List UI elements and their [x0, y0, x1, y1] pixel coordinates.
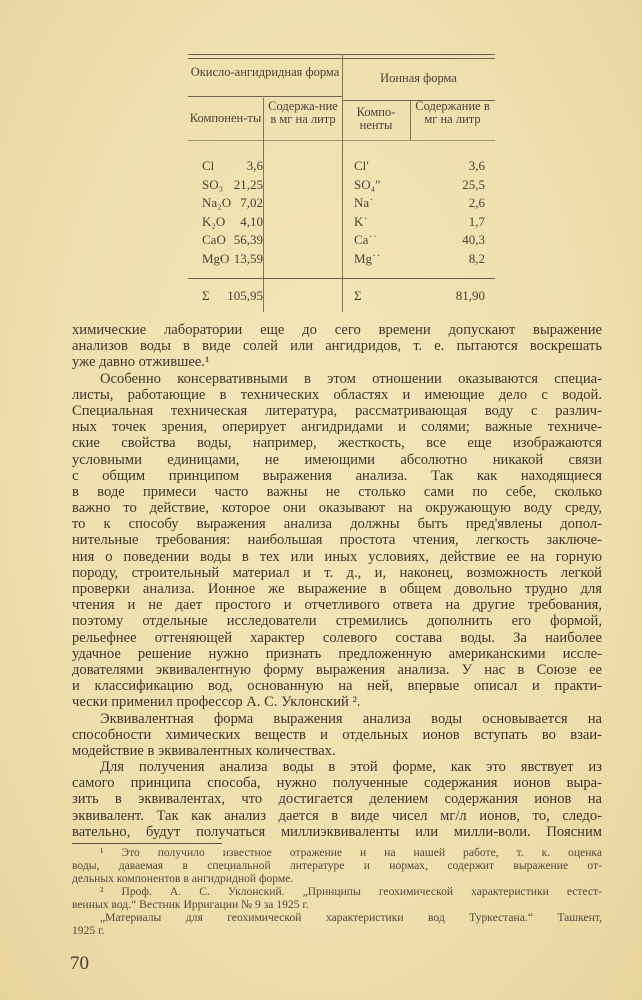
component-oxide: SO₃ — [202, 176, 224, 192]
component-ion: SO₄″ — [354, 176, 381, 192]
paragraph — [72, 371, 602, 711]
text-line: ных точек зрения, оперирует ангидридами и солями; важные техниче- — [72, 419, 602, 436]
total-symbol-ionic: Σ — [354, 288, 362, 303]
total-row — [188, 287, 495, 305]
component-ion: Ca˙˙ — [354, 232, 378, 247]
content-oxide: 7,02 — [240, 195, 263, 210]
footnote-line: венных вод.“ Вестник Ирригации № 9 за 1925 г. — [72, 898, 309, 911]
text-line: то к способу выражения анализа должны быть пред'явлены допол- — [72, 516, 602, 533]
text-line: и классификацию вод, основанную на ней, впервые описал и практи- — [72, 678, 602, 695]
footnote — [72, 885, 602, 911]
text-line: важно то действие, которое они оказывают на окружающую воду среду, — [72, 500, 602, 517]
component-ion: Mg˙˙ — [354, 250, 381, 266]
text-line: Эквивалентная форма выражения анализа воды основывается на — [100, 710, 602, 727]
text-line: вательно, будут получаться миллиэквиваленты или милли-воли. Поясним — [72, 823, 602, 840]
footnotes — [72, 846, 602, 937]
content-oxide: 13,59 — [233, 250, 263, 266]
footnote — [72, 911, 602, 937]
paragraph — [72, 322, 602, 371]
total-symbol: Σ — [202, 288, 210, 303]
table-row — [188, 250, 495, 268]
component-oxide: MgO — [202, 250, 230, 266]
text-line: эквивалент. Так как анализ дается в виде чисел мг/л ионов, то, следо- — [72, 807, 602, 824]
text-line: Для получения анализа воды в этой форме, как это явствует из — [100, 759, 602, 776]
group-header-oxide: Окисло-ангидридная форма — [190, 65, 340, 79]
text-line: Специальная техническая литература, рассматривающая воду с различ- — [72, 402, 602, 419]
text-line: способности химических веществ и отдельных ионов вступать во взаи- — [72, 726, 602, 743]
text-line: дователями эквивалентную форму выражения анализа. У нас в Союзе ее — [72, 661, 602, 678]
text-line: чтения и не дает простого и отчетливого ответа на другие требования, — [72, 597, 602, 614]
component-oxide: K₂O — [202, 213, 226, 229]
text-line: зить в эквивалентах, что достигается делением содержания ионов на — [72, 791, 602, 808]
text-line: нительные требования: наибольшая простота чтения, легкость заключе- — [72, 532, 602, 549]
text-line: химические лаборатории еще до сего времени допускают выражение — [72, 322, 602, 338]
paragraph — [72, 759, 602, 840]
component-oxide: Cl — [202, 158, 215, 173]
footnote-line: ¹ Это получило известное отражение и на нашей работе, т. к. оценка — [100, 846, 602, 859]
component-ion: K˙ — [354, 213, 368, 229]
footnote-line: воды, даваемая в специальной литературе и нормах, содержит выражение от- — [72, 859, 602, 872]
table-row — [188, 231, 495, 249]
table-row — [188, 213, 495, 231]
footnote-line: дельных компонентов в ангидридной форме. — [72, 872, 294, 885]
content-oxide: 21,25 — [233, 176, 263, 192]
group-header-ionic: Ионная форма — [380, 71, 457, 85]
component-ion: Cl′ — [354, 158, 370, 173]
content-ion: 1,7 — [468, 213, 485, 229]
text-line: в воде примеси часто важны не столько сами по себе, сколько — [72, 483, 602, 500]
component-ion: Na˙ — [354, 195, 374, 210]
table-row — [188, 194, 495, 212]
footnote — [72, 846, 602, 885]
paragraph — [72, 711, 602, 760]
content-oxide: 56,39 — [233, 232, 263, 247]
text-line: условными единицами, не имеющими абсолютно никакой связи — [72, 451, 602, 468]
text-line: проверки анализа. Ионное же выражение в общем довольно трудно для — [72, 581, 602, 597]
subheader-components: Компонен-ты — [189, 111, 262, 125]
text-line: листы, работающие в технических областях и имеющие дело с водой. — [72, 386, 602, 403]
total-ionic: 81,90 — [455, 288, 485, 303]
text-line: модействие в эквивалентных количествах. — [72, 742, 336, 759]
text-line: анализов воды в виде солей или ангидридов, т. е. пытаются воскрешать — [72, 338, 602, 355]
total-oxide: 105,95 — [227, 288, 263, 303]
text-line: с общим принципом выражения анализа. Так как находящиеся — [72, 467, 602, 484]
content-ion: 25,5 — [462, 176, 485, 192]
content-ion: 40,3 — [462, 232, 485, 247]
component-oxide: Na₂O — [202, 195, 232, 210]
subheader-components-ionic: Компо-ненты — [356, 105, 396, 132]
text-line: уже давно отжившее.¹ — [72, 354, 210, 371]
content-ion: 2,6 — [468, 195, 485, 210]
footnote-line: 1925 г. — [72, 924, 105, 937]
table-row — [188, 157, 495, 175]
footnote-rule — [72, 843, 222, 844]
table-row — [188, 176, 495, 194]
footnote-line: „Материалы для геохимической характеристики вод Туркестана.“ Ташкент, — [100, 911, 602, 924]
total-rule — [188, 278, 495, 279]
body-text — [72, 322, 602, 840]
footnote-line: ² Проф. А. С. Уклонский. „Принципы геохимической характеристики естест- — [100, 885, 602, 898]
text-line: самого принципа способа, нужно полученные содержания ионов выра- — [72, 775, 602, 792]
text-line: удачное решение нужно признать предложенную американскими иссле- — [72, 645, 602, 662]
text-line: Особенно консервативными в этом отношении оказываются специа- — [100, 370, 602, 387]
header-divider — [188, 96, 342, 97]
text-line: рельефнее оттеняющей характер солевого состава воды. За наиболее — [72, 629, 602, 646]
content-oxide: 3,6 — [246, 158, 263, 173]
column-divider — [410, 100, 411, 140]
content-ion: 3,6 — [468, 158, 485, 173]
content-ion: 8,2 — [468, 250, 485, 266]
text-line: ские свойства воды, например, жесткость, все еще изображаются — [72, 435, 602, 452]
text-line: чески применил профессор А. С. Уклонский ². — [72, 694, 361, 711]
subheader-content: Содержа-ние в мг на литр — [268, 99, 338, 126]
text-line: ния о поведении воды в тех или иных условиях, действие ее на горную — [72, 548, 602, 565]
composition-table — [188, 54, 495, 316]
text-line: поэтому отдельные исследователи стремились дополнить его формой, — [72, 613, 602, 630]
page-number: 70 — [70, 953, 89, 974]
component-oxide: CaO — [202, 232, 226, 247]
subheader-content-ionic: Содержание в мг на литр — [415, 99, 490, 126]
text-line: породу, строительный материал и т. д., и, наконец, возможность легкой — [72, 564, 602, 581]
content-oxide: 4,10 — [240, 213, 263, 229]
